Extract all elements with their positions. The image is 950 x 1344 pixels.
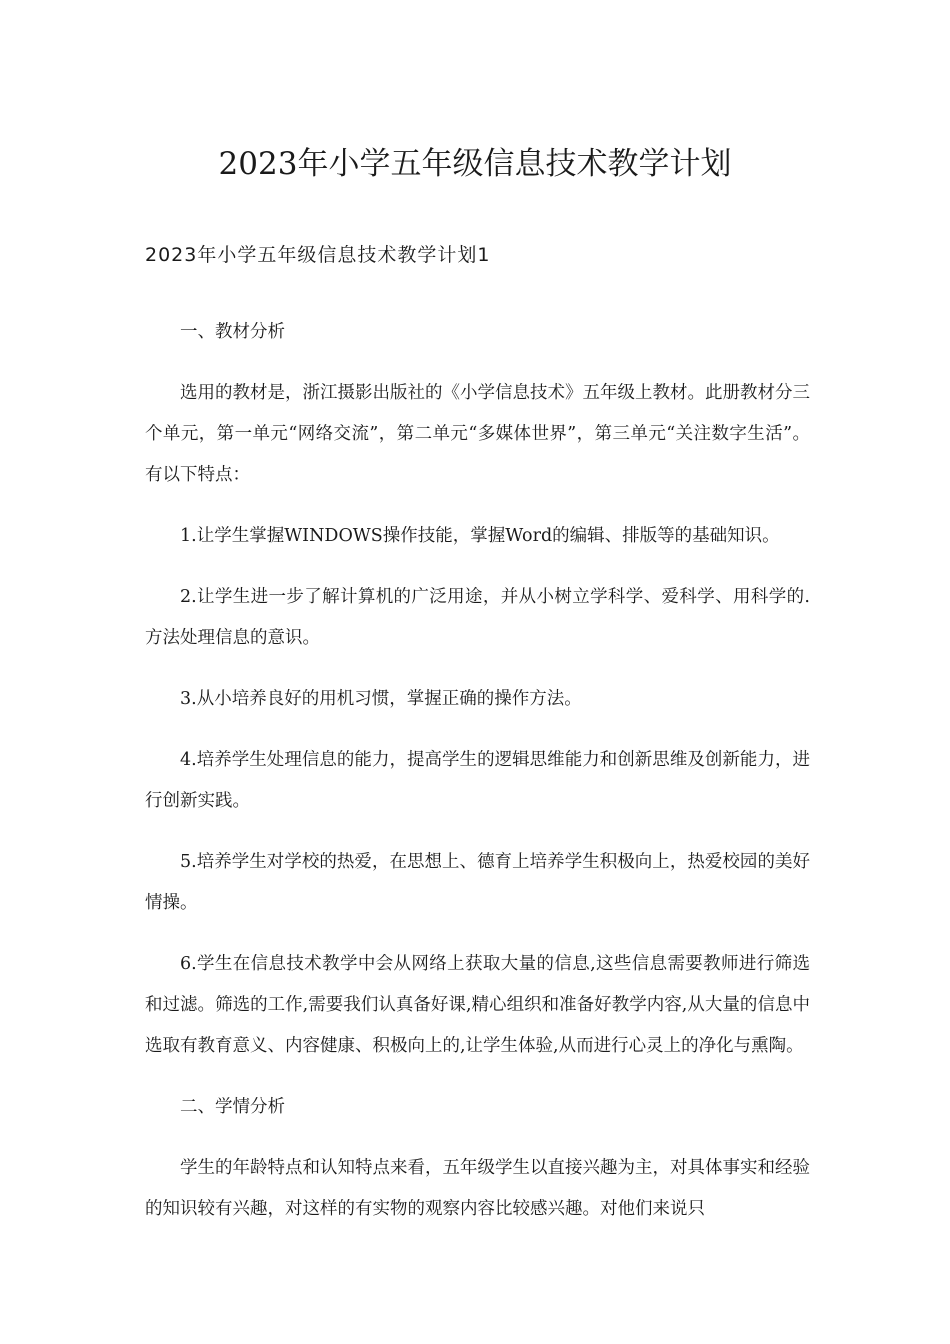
list-item-4: 4.培养学生处理信息的能力，提高学生的逻辑思维能力和创新思维及创新能力，进行创新实践。 <box>145 750 810 811</box>
heading-textbook-analysis: 一、教材分析 <box>180 322 285 342</box>
list-item-2: 2.让学生进一步了解计算机的广泛用途，并从小树立学科学、爱科学、用科学的.方法处理信息的意识。 <box>145 587 810 648</box>
document-title: 2023年小学五年级信息技术教学计划 <box>218 146 732 182</box>
list-item-1: 1.让学生掌握WINDOWS操作技能，掌握Word的编辑、排版等的基础知识。 <box>180 526 780 546</box>
section-title: 2023年小学五年级信息技术教学计划1 <box>145 244 491 266</box>
heading-student-analysis: 二、学情分析 <box>180 1097 285 1117</box>
list-item-5: 5.培养学生对学校的热爱，在思想上、德育上培养学生积极向上，热爱校园的美好情操。 <box>145 852 810 913</box>
paragraph-intro: 选用的教材是，浙江摄影出版社的《小学信息技术》五年级上教材。此册教材分三个单元，第一单元“网络交流”，第二单元“多媒体世界”，第三单元“关注数字生活”。有以下特点： <box>145 383 810 485</box>
paragraph-students: 学生的年龄特点和认知特点来看，五年级学生以直接兴趣为主，对具体事实和经验的知识较有兴趣，对这样的有实物的观察内容比较感兴趣。对他们来说只 <box>145 1158 810 1219</box>
document-body <box>145 312 810 1250</box>
list-item-6: 6.学生在信息技术教学中会从网络上获取大量的信息,这些信息需要教师进行筛选和过滤。筛选的工作,需要我们认真备好课,精心组织和准备好教学内容,从大量的信息中选取有教育意义、内容健康、积极向上的,让学生体验,从而进行心灵上的净化与熏陶。 <box>145 954 810 1056</box>
list-item-3: 3.从小培养良好的用机习惯，掌握正确的操作方法。 <box>180 689 582 709</box>
